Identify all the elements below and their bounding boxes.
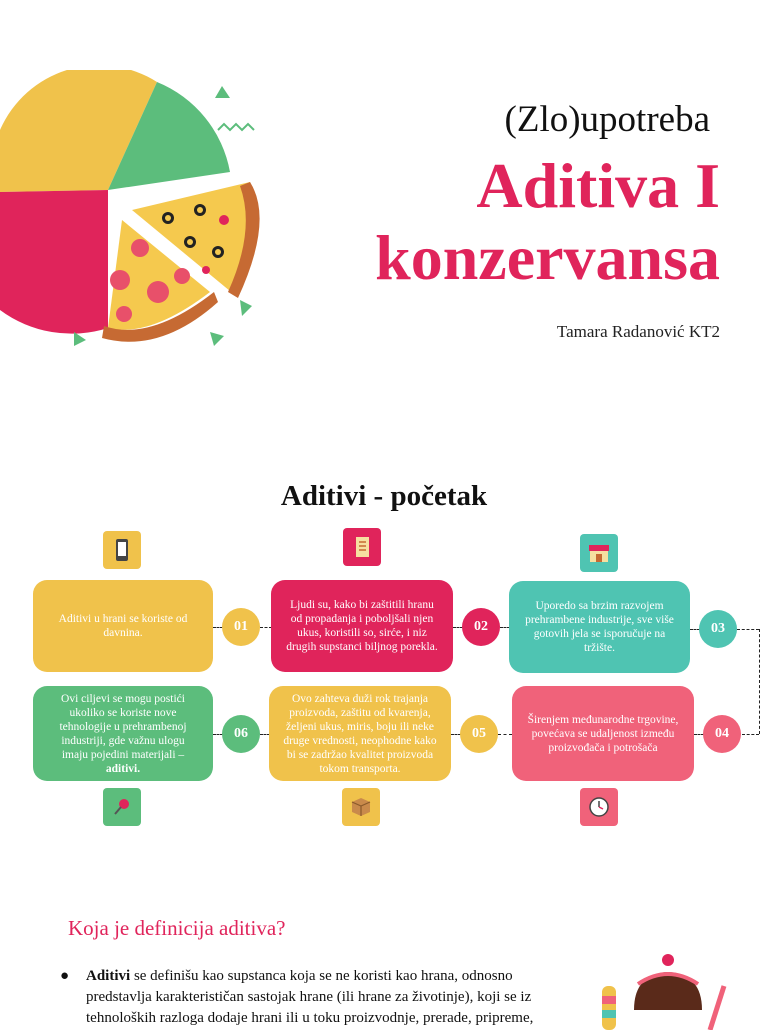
definition-text: se definišu kao supstanca koja se ne koristi kao hrana, odnosno predstavlja karakterističan sastojak hrane (ili hrane za životinje), koji se iz tehnoloških razloga dodaje hrani ili u toku proizvodnje, prerade, pripreme, — [86, 968, 534, 1026]
scroll-icon — [343, 528, 381, 566]
author-name: Tamara Radanović KT2 — [556, 322, 720, 341]
step-text-01: Aditivi u hrani se koriste od davnina. — [58, 613, 188, 639]
infographic-title: Aditivi - početak — [280, 480, 488, 512]
slide-subtitle: (Zlo)upotreba — [504, 99, 710, 140]
step-number-02: 02 — [462, 608, 500, 646]
step-card-04 — [512, 686, 694, 781]
step-text-02: Ljudi su, kako bi zaštitili hranu od propadanja i poboljšali njen ukus, koristili so, sirće, i niz drugih supstanci biljnog porekla. — [286, 599, 438, 653]
step-card-01 — [33, 580, 213, 672]
step-card-05 — [269, 686, 451, 781]
step-number-01: 01 — [222, 608, 260, 646]
step-number-06: 06 — [222, 715, 260, 753]
phone-icon — [103, 531, 141, 569]
step-text-03: Uporedo sa brzim razvojem prehrambene industrije, sve više gotovih jela se isporučuje na tržište. — [525, 600, 674, 654]
pie-pizza-illustration — [0, 70, 300, 370]
box-icon — [342, 788, 380, 826]
step-number-03: 03 — [699, 610, 737, 648]
definition-heading: Koja je definicija aditiva? — [68, 916, 286, 940]
pin-icon — [103, 788, 141, 826]
clock-icon — [580, 788, 618, 826]
step-text-04: Širenjem međunarodne trgovine, povećava se udaljenost između proizvođača i potrošača — [527, 713, 679, 754]
step-number-05: 05 — [460, 715, 498, 753]
slide-title-line1: Aditiva I — [476, 150, 720, 221]
bullet-dot: ● — [60, 968, 70, 984]
step-card-06 — [33, 686, 213, 781]
definition-term: Aditivi — [86, 968, 131, 984]
store-icon — [580, 534, 618, 572]
slide-title-line2: konzervansa — [375, 222, 720, 293]
step-number-04: 04 — [703, 715, 741, 753]
step-text-06: Ovi ciljevi se mogu postići ukoliko se koriste nove tehnologije u prehrambenoj industriji, gde važnu ulogu imaju pojedini materijali – aditivi. — [59, 692, 187, 775]
step-card-03 — [509, 581, 690, 673]
list-item — [60, 966, 556, 1029]
step-card-02 — [271, 580, 453, 672]
step-text-05: Ovo zahteva duži rok trajanja proizvoda, zaštitu od kvarenja, željeni ukus, miris, boju ili neke druge vrednosti, neophodne kako bi se zadržao kvalitet proizvoda tokom transporta. — [283, 692, 437, 775]
definition-list — [60, 966, 556, 1029]
slide-title — [375, 150, 720, 294]
ice-cream-illustration — [596, 950, 736, 1030]
